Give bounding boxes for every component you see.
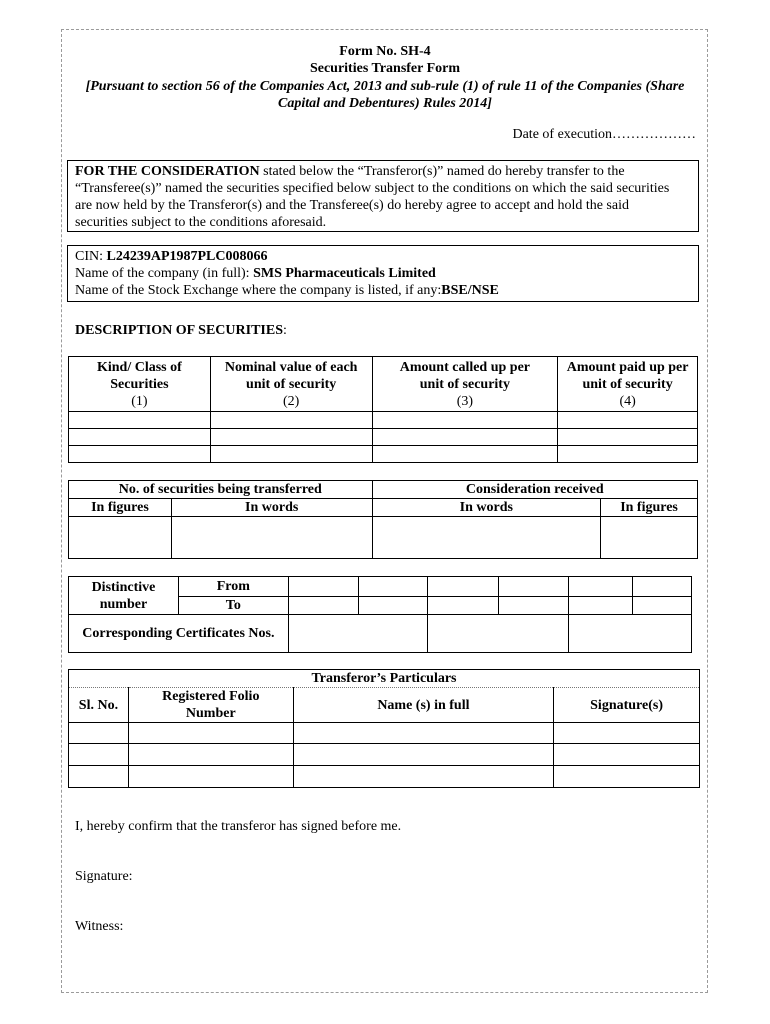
table-row[interactable] bbox=[69, 412, 698, 429]
company-box bbox=[67, 245, 699, 302]
distinctive-number-label: Distinctive number bbox=[69, 577, 179, 615]
no-of-securities-header: No. of securities being transferred bbox=[69, 481, 373, 499]
header-kind-class: Kind/ Class of Securities (1) bbox=[69, 357, 211, 412]
table-row[interactable] bbox=[69, 744, 700, 766]
table-row bbox=[69, 499, 698, 517]
form-title: Securities Transfer Form bbox=[309, 61, 461, 76]
consideration-line3: are now held by the Transferor(s) and the Transferee(s) do hereby agree to accept and hold the said bbox=[75, 198, 629, 213]
to-label: To bbox=[178, 597, 288, 615]
transferor-particulars-title: Transferor’s Particulars bbox=[69, 670, 700, 688]
securities-table bbox=[68, 356, 698, 463]
signature-header: Signature(s) bbox=[554, 688, 700, 723]
table-row[interactable] bbox=[69, 517, 698, 559]
witness-label: Witness: bbox=[75, 919, 124, 934]
transferor-table bbox=[68, 669, 700, 788]
names-header: Name (s) in full bbox=[293, 688, 553, 723]
table-row bbox=[69, 670, 700, 688]
table-row[interactable] bbox=[69, 446, 698, 463]
certificates-label: Corresponding Certificates Nos. bbox=[69, 615, 289, 653]
signature-label: Signature: bbox=[75, 869, 133, 884]
transfer-table bbox=[68, 480, 698, 559]
consideration-line4: securities subject to the conditions aforesaid. bbox=[75, 215, 327, 230]
consideration-box bbox=[67, 160, 699, 232]
cin-value: L24239AP1987PLC008066 bbox=[106, 249, 268, 264]
sl-no-header: Sl. No. bbox=[69, 688, 129, 723]
folio-header: Registered Folio Number bbox=[128, 688, 293, 723]
company-name-label: Name of the company (in full): bbox=[75, 266, 254, 281]
table-row bbox=[69, 577, 692, 597]
form-subtitle-line1: [Pursuant to section 56 of the Companies Act, 2013 and sub-rule (1) of rule 11 of the Companies (Share bbox=[85, 79, 685, 94]
table-row[interactable] bbox=[69, 766, 700, 788]
form-subtitle-line2: Capital and Debentures) Rules 2014] bbox=[278, 96, 492, 111]
in-figures-header: In figures bbox=[69, 499, 172, 517]
confirm-statement: I, hereby confirm that the transferor has signed before me. bbox=[75, 819, 402, 834]
in-words-header: In words bbox=[171, 499, 372, 517]
consideration-bold: FOR THE CONSIDERATION bbox=[75, 164, 260, 179]
exchange-value: BSE/NSE bbox=[441, 283, 499, 298]
form-number: Form No. SH-4 bbox=[339, 44, 431, 59]
table-row bbox=[69, 481, 698, 499]
table-row bbox=[69, 615, 692, 653]
consideration-received-header: Consideration received bbox=[372, 481, 698, 499]
company-name-value: SMS Pharmaceuticals Limited bbox=[253, 266, 436, 281]
header-amount-called-up: Amount called up per unit of security (3) bbox=[372, 357, 558, 412]
distinctive-table bbox=[68, 576, 692, 653]
header-nominal-value: Nominal value of each unit of security (2) bbox=[210, 357, 372, 412]
table-row bbox=[69, 688, 700, 723]
in-figures-header-2: In figures bbox=[601, 499, 698, 517]
from-label: From bbox=[178, 577, 288, 597]
date-of-execution[interactable]: Date of execution……………… bbox=[512, 127, 696, 142]
table-row[interactable] bbox=[69, 429, 698, 446]
description-title: DESCRIPTION OF SECURITIES: bbox=[75, 323, 287, 338]
consideration-line2: “Transferee(s)” named the securities specified below subject to the conditions on which the said securities bbox=[75, 181, 670, 196]
consideration-line1: stated below the “Transferor(s)” named do hereby transfer to the bbox=[259, 164, 625, 179]
header-amount-paid-up: Amount paid up per unit of security (4) bbox=[558, 357, 698, 412]
table-row bbox=[69, 357, 698, 412]
table-row[interactable] bbox=[69, 723, 700, 744]
cin-label: CIN: bbox=[75, 249, 107, 264]
exchange-label: Name of the Stock Exchange where the company is listed, if any: bbox=[75, 283, 442, 298]
in-words-header-2: In words bbox=[372, 499, 601, 517]
